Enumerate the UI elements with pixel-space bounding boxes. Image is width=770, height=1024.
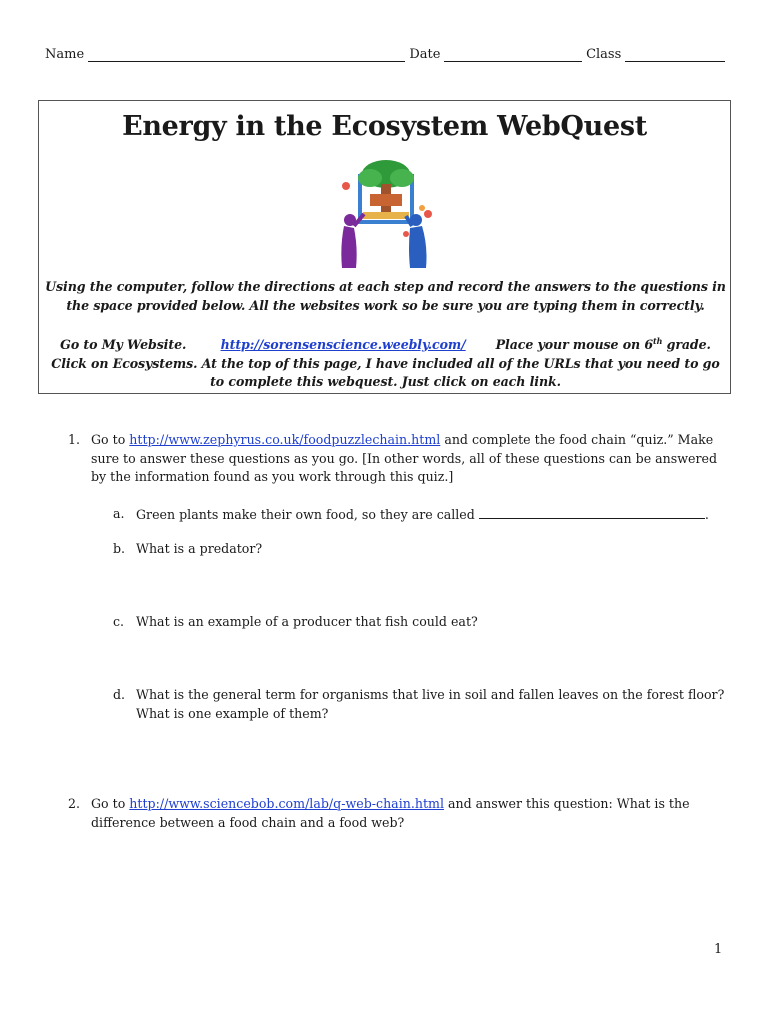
website-rest-a: Place your mouse on 6 (495, 337, 654, 353)
intro-box (38, 100, 731, 394)
question-1-link[interactable]: http://www.zephyrus.co.uk/foodpuzzlechain.html (129, 432, 441, 447)
people-holding-tree-picture-icon (332, 156, 442, 274)
question-1d (113, 686, 728, 723)
question-1a-text: Green plants make their own food, so they are called (136, 507, 475, 522)
question-1b-letter: b. (113, 541, 126, 556)
date-blank (444, 46, 582, 62)
question-1-number: 1. (68, 432, 81, 447)
question-1a-letter: a. (113, 506, 125, 521)
question-2-rest: and answer this question: What is the difference between a food chain and a food web? (91, 796, 690, 830)
date-label: Date (409, 47, 441, 62)
name-blank (88, 46, 405, 62)
question-1d-letter: d. (113, 687, 126, 702)
website-rest-sup: th (653, 336, 663, 346)
question-1a (113, 505, 728, 525)
page-title: Energy in the Ecosystem WebQuest (122, 111, 647, 142)
question-2-link[interactable]: http://www.sciencebob.com/lab/q-web-chain.html (129, 796, 444, 811)
question-1-lead: Go to (91, 432, 130, 447)
class-label: Class (586, 47, 622, 62)
website-rest-b: grade. Click on Ecosystems. At the top of this page, I have included all of the URLs that you need to go to complete this webquest. Just click on each link. (51, 337, 720, 390)
page-number: 1 (714, 942, 723, 957)
website-instructions (45, 332, 726, 392)
website-link[interactable]: http://sorensenscience.weebly.com/ (220, 337, 466, 353)
question-1d-text: What is the general term for organisms that live in soil and fallen leaves on the forest floor? What is one example of them? (136, 687, 725, 721)
question-1-rest: and complete the food chain “quiz.” Make sure to answer these questions as you go. [In other words, all of these questions can be answered by the information found as you work through this quiz.] (91, 432, 718, 484)
question-1a-end: . (704, 507, 709, 522)
question-1c (113, 613, 728, 632)
question-1 (68, 431, 728, 487)
name-label: Name (45, 47, 85, 62)
question-2-number: 2. (68, 796, 81, 811)
website-lead: Go to My Website. (60, 337, 187, 353)
student-info-line (45, 46, 725, 62)
question-1c-text: What is an example of a producer that fish could eat? (136, 614, 478, 629)
question-2 (68, 795, 728, 832)
question-1b-text: What is a predator? (136, 541, 263, 556)
answer-blank[interactable] (479, 505, 705, 519)
question-2-lead: Go to (91, 796, 130, 811)
instructions-text: Using the computer, follow the directions at each step and record the answers to the questions in the space provided below. All the websites work so be sure you are typing them in correctly. (45, 279, 726, 313)
question-1b (113, 540, 728, 559)
class-blank (625, 46, 725, 62)
question-1c-letter: c. (113, 614, 125, 629)
